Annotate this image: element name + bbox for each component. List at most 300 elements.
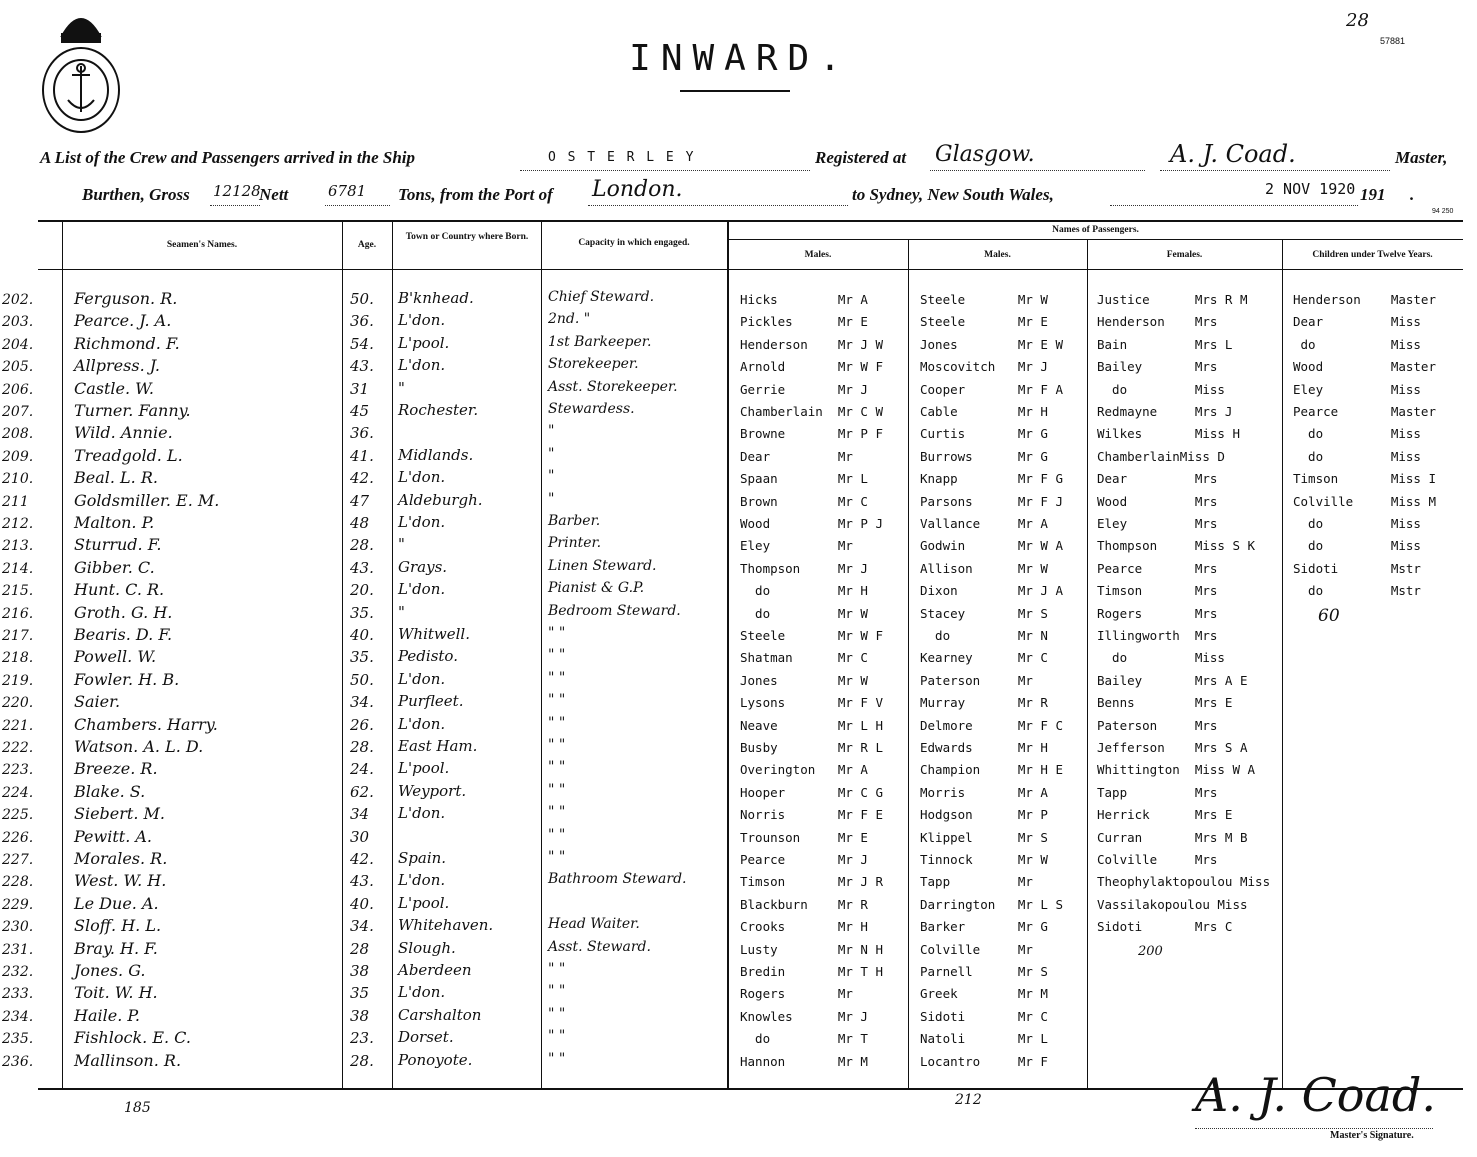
passenger-male-1: Shatman Mr C (740, 650, 868, 666)
signature-label: Master's Signature. (1330, 1130, 1414, 1141)
passenger-female: Pearce Mrs (1097, 560, 1218, 576)
seaman-age: 30 (350, 827, 370, 846)
passenger-male-2: Champion Mr H E (920, 762, 1063, 778)
from-port: London. (592, 177, 683, 202)
passenger-male-2: Barker Mr G (920, 919, 1048, 935)
seaman-birthplace: L'don. (398, 356, 446, 375)
seaman-birthplace: L'don. (398, 871, 446, 890)
crew-number: 217. (2, 628, 34, 644)
seaman-birthplace: L'don. (398, 468, 446, 487)
seaman-birthplace: L'don. (398, 714, 446, 733)
seaman-age: 34 (350, 805, 370, 824)
crew-number: 236. (2, 1053, 34, 1070)
seaman-name: Groth. G. H. (74, 602, 173, 622)
seaman-birthplace: L'pool. (398, 759, 450, 778)
passenger-male-1: Norris Mr F E (740, 807, 883, 823)
seaman-age: 28. (350, 1051, 374, 1070)
seaman-birthplace: Aldeburgh. (398, 490, 483, 509)
passenger-male-1: Browne Mr P F (740, 426, 883, 442)
crew-number: 213. (2, 538, 34, 555)
seaman-age: 26. (350, 715, 374, 734)
passenger-male-2: Cooper Mr F A (920, 381, 1063, 397)
seaman-name: Pearce. J. A. (74, 311, 172, 331)
passenger-female: Vassilakopoulou Miss (1097, 896, 1248, 912)
seaman-birthplace: Slough. (398, 938, 456, 957)
seaman-age: 48 (350, 514, 370, 532)
port-underline (930, 170, 1145, 171)
passenger-male-2: do Mr N (920, 628, 1048, 643)
passenger-female: Eley Mrs (1097, 516, 1218, 531)
passenger-male-1: Jones Mr W (740, 672, 868, 688)
seaman-birthplace: Grays. (398, 557, 448, 576)
passenger-male-2: Cable Mr H (920, 404, 1048, 419)
passenger-male-1: Thompson Mr J (740, 560, 868, 576)
children-total: 60 (1318, 606, 1340, 626)
seaman-age: 28 (350, 939, 370, 958)
passenger-child: Wood Master (1293, 359, 1436, 375)
passengers-header-rule (728, 239, 1463, 240)
passenger-male-2: Colville Mr (920, 941, 1033, 957)
seaman-name: Haile. P. (74, 1005, 140, 1025)
passenger-male-1: Rogers Mr (740, 986, 853, 1002)
passenger-female: Bain Mrs L (1097, 336, 1233, 352)
passenger-male-1: Blackburn Mr R (740, 896, 868, 912)
seaman-age: 35. (350, 648, 374, 667)
header-females: Females. (1166, 250, 1203, 260)
seaman-birthplace: L'don. (398, 669, 446, 688)
passenger-male-1: Timson Mr J R (740, 874, 883, 890)
seaman-capacity: Linen Steward. (548, 557, 657, 574)
seaman-name: Gibber. C. (74, 557, 155, 577)
seaman-capacity: " (548, 423, 555, 440)
passenger-male-1: Lusty Mr N H (740, 941, 883, 957)
seaman-birthplace: L'don. (398, 580, 446, 599)
passenger-male-2: Locantro Mr F (920, 1053, 1048, 1069)
crew-number: 234. (2, 1008, 34, 1025)
master-underline (1160, 170, 1390, 171)
passenger-child: Colville Miss M (1293, 493, 1436, 509)
passenger-child: do Miss (1293, 516, 1421, 531)
passenger-child: do Mstr (1293, 583, 1421, 599)
passenger-male-1: Brown Mr C (740, 493, 868, 509)
seaman-capacity: 2nd. " (548, 311, 591, 328)
seaman-name: Wild. Annie. (74, 423, 173, 443)
passenger-male-1: Eley Mr (740, 538, 853, 554)
seaman-capacity: Head Waiter. (548, 916, 640, 933)
crew-number: 224. (2, 784, 34, 801)
passenger-female: Wilkes Miss H (1097, 426, 1240, 442)
seaman-birthplace: L'pool. (398, 333, 450, 352)
passenger-male-2: Godwin Mr W A (920, 538, 1063, 554)
title-rule (680, 90, 790, 92)
seaman-name: Bray. H. F. (74, 938, 158, 958)
gross-tons: 12128 (213, 182, 261, 200)
seaman-capacity: " " (548, 759, 566, 776)
crew-number: 232. (2, 964, 34, 980)
col-divider-names (62, 222, 63, 1088)
seaman-birthplace: Midlands. (398, 445, 474, 464)
passenger-female: do Miss (1097, 650, 1225, 666)
passenger-male-2: Jones Mr E W (920, 336, 1063, 352)
seaman-birthplace: " (398, 378, 405, 397)
seaman-birthplace: L'don. (398, 513, 446, 531)
seaman-name: Toit. W. H. (74, 983, 158, 1003)
passenger-male-2: Allison Mr W (920, 560, 1048, 576)
seaman-name: Blake. S. (74, 781, 146, 801)
seaman-name: Ferguson. R. (74, 289, 178, 308)
seaman-age: 42. (350, 469, 374, 488)
seaman-capacity: Printer. (548, 535, 602, 552)
table-top-rule (38, 220, 1463, 222)
seaman-name: Mallinson. R. (74, 1050, 182, 1070)
seaman-birthplace: " (398, 535, 405, 554)
crew-number: 223. (2, 762, 34, 779)
passenger-male-1: Lysons Mr F V (740, 695, 883, 711)
passenger-male-2: Parsons Mr F J (920, 493, 1063, 509)
crew-number: 218. (2, 650, 34, 667)
seaman-name: Saier. (74, 692, 121, 712)
header-town: Town or Country where Born. (405, 232, 529, 242)
seaman-capacity: " (548, 490, 555, 507)
header-capacity: Capacity in which engaged. (578, 238, 690, 248)
seaman-capacity: " " (548, 1050, 566, 1067)
seaman-age: 40. (350, 894, 374, 913)
seaman-birthplace: " (398, 602, 405, 621)
passenger-female: Benns Mrs E (1097, 695, 1233, 711)
seaman-age: 24. (350, 760, 374, 779)
crew-number: 216. (2, 605, 34, 622)
seaman-age: 38 (350, 962, 370, 980)
passenger-female: ChamberlainMiss D (1097, 448, 1225, 464)
nett-tons: 6781 (328, 182, 367, 200)
crew-number: 206. (2, 381, 34, 398)
header-males-2: Males. (984, 250, 1011, 260)
seaman-capacity: " " (548, 961, 566, 977)
passenger-female: Rogers Mrs (1097, 605, 1218, 621)
date-underline (1110, 205, 1358, 206)
col-divider-age (342, 222, 343, 1088)
seaman-capacity: " " (548, 1005, 566, 1022)
passenger-male-1: do Mr W (740, 605, 868, 621)
seaman-name: Richmond. F. (74, 333, 180, 353)
passenger-child: do Miss (1293, 538, 1421, 554)
seaman-name: Watson. A. L. D. (74, 737, 204, 756)
passenger-male-1: Busby Mr R L (740, 740, 883, 755)
crew-number: 233. (2, 986, 34, 1003)
seaman-capacity: " " (548, 804, 566, 821)
seaman-age: 34. (350, 693, 374, 712)
port-from-underline (588, 205, 848, 206)
passenger-male-1: Neave Mr L H (740, 717, 883, 733)
seaman-birthplace: L'don. (398, 311, 446, 330)
page-number: 28 (1346, 10, 1369, 31)
seaman-capacity: 1st Barkeeper. (548, 333, 652, 350)
registered-port: Glasgow. (935, 142, 1035, 167)
crew-number: 221. (2, 717, 34, 734)
passenger-male-2: Murray Mr R (920, 695, 1048, 711)
crew-number: 210. (2, 471, 34, 488)
seaman-name: Pewitt. A. (74, 826, 152, 846)
passenger-female: Bailey Mrs (1097, 359, 1218, 375)
passenger-female: Whittington Miss W A (1097, 762, 1256, 778)
passenger-male-1: Steele Mr W F (740, 628, 883, 643)
passenger-female: Tapp Mrs (1097, 784, 1218, 800)
header-passengers: Names of Passengers. (1052, 225, 1139, 235)
seaman-name: Bearis. D. F. (74, 625, 173, 644)
year-suffix: 191 (1360, 185, 1386, 204)
seaman-capacity: Asst. Steward. (548, 938, 651, 955)
seaman-capacity: " " (548, 983, 566, 1000)
seaman-birthplace: Spain. (398, 849, 447, 867)
crew-number: 215. (2, 583, 34, 600)
passenger-male-1: Crooks Mr H (740, 919, 868, 935)
nett-label: Nett (259, 185, 289, 204)
crew-number: 231. (2, 941, 34, 958)
seaman-name: Jones. G. (74, 961, 146, 980)
seaman-name: Sturrud. F. (74, 535, 162, 555)
crew-number: 222. (2, 740, 34, 756)
passenger-child: Henderson Master (1293, 292, 1436, 307)
seaman-name: Turner. Fanny. (74, 401, 191, 420)
seaman-name: Le Due. A. (74, 893, 159, 913)
passenger-male-2: Knapp Mr F G (920, 471, 1063, 487)
seaman-capacity: Barber. (548, 513, 601, 529)
seaman-name: Powell. W. (74, 647, 157, 667)
seaman-age: 20. (350, 581, 374, 600)
master-label: Master, (1395, 148, 1448, 167)
crew-number: 212. (2, 516, 34, 532)
crew-number: 228. (2, 874, 34, 891)
seaman-capacity: " " (548, 647, 566, 664)
passenger-male-1: Henderson Mr J W (740, 336, 883, 352)
passenger-male-2: Natoli Mr L (920, 1031, 1048, 1047)
seaman-age: 28. (350, 738, 374, 756)
passenger-male-1: Pickles Mr E (740, 314, 868, 330)
seaman-birthplace: Rochester. (398, 401, 479, 419)
crew-number: 220. (2, 695, 34, 712)
seaman-name: Fowler. H. B. (74, 669, 180, 689)
col-divider-passengers (727, 222, 729, 1088)
seaman-age: 40. (350, 626, 374, 644)
seaman-birthplace: Pedisto. (398, 647, 458, 666)
crew-number: 209. (2, 448, 34, 465)
passenger-male-1: Knowles Mr J (740, 1008, 868, 1024)
col-divider-females (1087, 240, 1088, 1088)
passenger-male-1: Hooper Mr C G (740, 784, 883, 800)
passenger-male-2: Morris Mr A (920, 784, 1048, 800)
col-divider-capacity (541, 222, 542, 1088)
seaman-age: 38 (350, 1006, 370, 1025)
col-divider-males2 (908, 240, 909, 1088)
passenger-male-1: Gerrie Mr J (740, 381, 868, 397)
seaman-capacity: " " (548, 625, 566, 641)
crew-number: 208. (2, 426, 34, 443)
seaman-name: Fishlock. E. C. (74, 1028, 191, 1048)
seaman-age: 50. (350, 290, 374, 308)
seaman-name: Goldsmiller. E. M. (74, 490, 220, 510)
passenger-male-2: Greek Mr M (920, 986, 1048, 1002)
form-number: 57881 (1380, 36, 1406, 46)
passenger-male-1: Dear Mr (740, 448, 853, 464)
seaman-capacity: Bedroom Steward. (548, 602, 681, 619)
passenger-female: Paterson Mrs (1097, 717, 1218, 733)
passenger-child: Dear Miss (1293, 314, 1421, 330)
header-children: Children under Twelve Years. (1312, 250, 1433, 260)
burthen-label: Burthen, Gross (82, 185, 190, 204)
page-title: INWARD. (629, 38, 851, 79)
ship-underline (520, 170, 810, 171)
seaman-name: Morales. R. (74, 849, 168, 868)
seaman-name: Chambers. Harry. (74, 714, 218, 734)
seaman-capacity: " " (548, 781, 566, 798)
crew-number: 214. (2, 560, 34, 577)
passenger-male-1: Overington Mr A (740, 762, 868, 778)
crew-total: 185 (124, 1100, 151, 1116)
seaman-capacity: " (548, 445, 555, 462)
seaman-birthplace: Purfleet. (398, 692, 464, 711)
seaman-name: Treadgold. L. (74, 445, 183, 465)
crew-number: 219. (2, 672, 34, 689)
seaman-birthplace: L'don. (398, 983, 446, 1002)
passenger-male-2: Vallance Mr A (920, 516, 1048, 531)
signature-underline (1195, 1128, 1433, 1129)
females-total: 200 (1138, 944, 1163, 959)
passenger-female: Dear Mrs (1097, 471, 1218, 487)
passenger-male-2: Stacey Mr S (920, 605, 1048, 621)
seaman-birthplace: Aberdeen (398, 961, 472, 979)
seaman-age: 23. (350, 1029, 374, 1048)
seaman-name: Castle. W. (74, 378, 154, 398)
passenger-male-2: Dixon Mr J A (920, 583, 1063, 599)
passenger-female: Colville Mrs (1097, 852, 1218, 867)
passenger-female: do Miss (1097, 381, 1225, 397)
seaman-name: Beal. L. R. (74, 468, 158, 488)
seaman-capacity: Asst. Storekeeper. (548, 378, 678, 395)
seaman-age: 43. (350, 357, 374, 376)
seaman-age: 36. (350, 312, 374, 331)
seaman-capacity: " " (548, 692, 566, 709)
passenger-male-2: Delmore Mr F C (920, 717, 1063, 733)
seaman-age: 41. (350, 446, 374, 465)
passenger-male-2: Klippel Mr S (920, 829, 1048, 845)
passenger-male-2: Tinnock Mr W (920, 852, 1048, 867)
passenger-male-2: Paterson Mr (920, 672, 1033, 688)
seaman-age: 34. (350, 917, 374, 936)
passenger-male-2: Burrows Mr G (920, 448, 1048, 464)
seaman-age: 47 (350, 491, 370, 510)
passenger-male-2: Edwards Mr H (920, 740, 1048, 755)
registered-label: Registered at (815, 148, 907, 167)
passenger-male-2: Darrington Mr L S (920, 896, 1063, 912)
passenger-male-1: Spaan Mr L (740, 471, 868, 487)
form-code: 94 250 (1432, 208, 1454, 215)
seaman-birthplace: Whitwell. (398, 625, 470, 643)
passenger-female: Redmayne Mrs J (1097, 404, 1233, 419)
seaman-birthplace: L'don. (398, 804, 446, 823)
passenger-male-1: do Mr H (740, 583, 868, 599)
master-name: A. J. Coad. (1170, 140, 1296, 168)
passenger-male-1: Pearce Mr J (740, 852, 868, 867)
seaman-age: 35. (350, 603, 374, 622)
seaman-capacity: Storekeeper. (548, 356, 639, 373)
passenger-male-2: Tapp Mr (920, 874, 1033, 890)
crew-number: 211 (2, 493, 29, 510)
col-divider-town (392, 222, 393, 1088)
seaman-age: 54. (350, 334, 374, 353)
passenger-male-2: Curtis Mr G (920, 426, 1048, 442)
col-divider-children (1282, 240, 1283, 1088)
line1-prefix: A List of the Crew and Passengers arrived in the Ship (40, 148, 415, 167)
seaman-name: Hunt. C. R. (74, 580, 165, 600)
seaman-age: 36. (350, 424, 374, 443)
seaman-capacity: Bathroom Steward. (548, 871, 687, 888)
seaman-capacity: Chief Steward. (548, 289, 655, 305)
seaman-capacity: Stewardess. (548, 401, 635, 417)
passenger-child: Pearce Master (1293, 404, 1436, 419)
crew-number: 204. (2, 336, 34, 353)
passenger-female: Illingworth Mrs (1097, 628, 1218, 643)
header-age: Age. (357, 240, 377, 250)
master-signature: A. J. Coad. (1195, 1068, 1436, 1122)
seaman-age: 31 (350, 379, 370, 398)
passenger-male-1: Hicks Mr A (740, 292, 868, 307)
seaman-birthplace: Weyport. (398, 781, 467, 800)
seaman-age: 43. (350, 872, 374, 891)
header-seamen-names: Seamen's Names. (166, 240, 238, 250)
seaman-capacity: " " (548, 737, 566, 753)
seaman-birthplace: Dorset. (398, 1028, 454, 1047)
passenger-female: Justice Mrs R M (1097, 292, 1248, 307)
passenger-female: Herrick Mrs E (1097, 807, 1233, 823)
seaman-name: Allpress. J. (74, 356, 160, 376)
crew-number: 226. (2, 829, 34, 846)
passenger-male-1: Trounson Mr E (740, 829, 868, 845)
passenger-female: Curran Mrs M B (1097, 829, 1248, 845)
passenger-child: Sidoti Mstr (1293, 560, 1421, 576)
seaman-age: 45 (350, 402, 370, 420)
line2-period: . (1410, 185, 1415, 204)
seaman-capacity: " " (548, 849, 566, 865)
seaman-birthplace: Carshalton (398, 1005, 482, 1024)
seaman-name: Breeze. R. (74, 759, 158, 779)
crew-number: 205. (2, 359, 34, 376)
passenger-child: do Miss (1293, 448, 1421, 464)
tons-label: Tons, from the Port of (398, 185, 553, 204)
seaman-capacity: " (548, 468, 555, 485)
seaman-age: 42. (350, 850, 374, 868)
seaman-name: West. W. H. (74, 871, 167, 891)
seaman-capacity: " " (548, 1028, 566, 1045)
seaman-birthplace: Ponoyote. (398, 1050, 473, 1069)
crew-number: 230. (2, 919, 34, 936)
seaman-age: 43. (350, 558, 374, 577)
seaman-name: Malton. P. (74, 513, 155, 532)
shipping-masters-seal-icon (40, 8, 122, 133)
passenger-male-1: Wood Mr P J (740, 516, 883, 531)
passenger-male-2: Kearney Mr C (920, 650, 1048, 666)
crew-number: 202. (2, 292, 34, 308)
passenger-male-2: Parnell Mr S (920, 964, 1048, 979)
passenger-male-1: Arnold Mr W F (740, 359, 883, 375)
crew-number: 227. (2, 852, 34, 868)
gross-underline (210, 205, 260, 206)
passenger-male-2: Sidoti Mr C (920, 1008, 1048, 1024)
passenger-male-2: Hodgson Mr P (920, 807, 1048, 823)
seaman-birthplace: L'pool. (398, 893, 450, 912)
seaman-capacity: " " (548, 826, 566, 843)
passengers-total: 212 (955, 1092, 982, 1108)
seaman-birthplace: B'knhead. (398, 289, 474, 307)
